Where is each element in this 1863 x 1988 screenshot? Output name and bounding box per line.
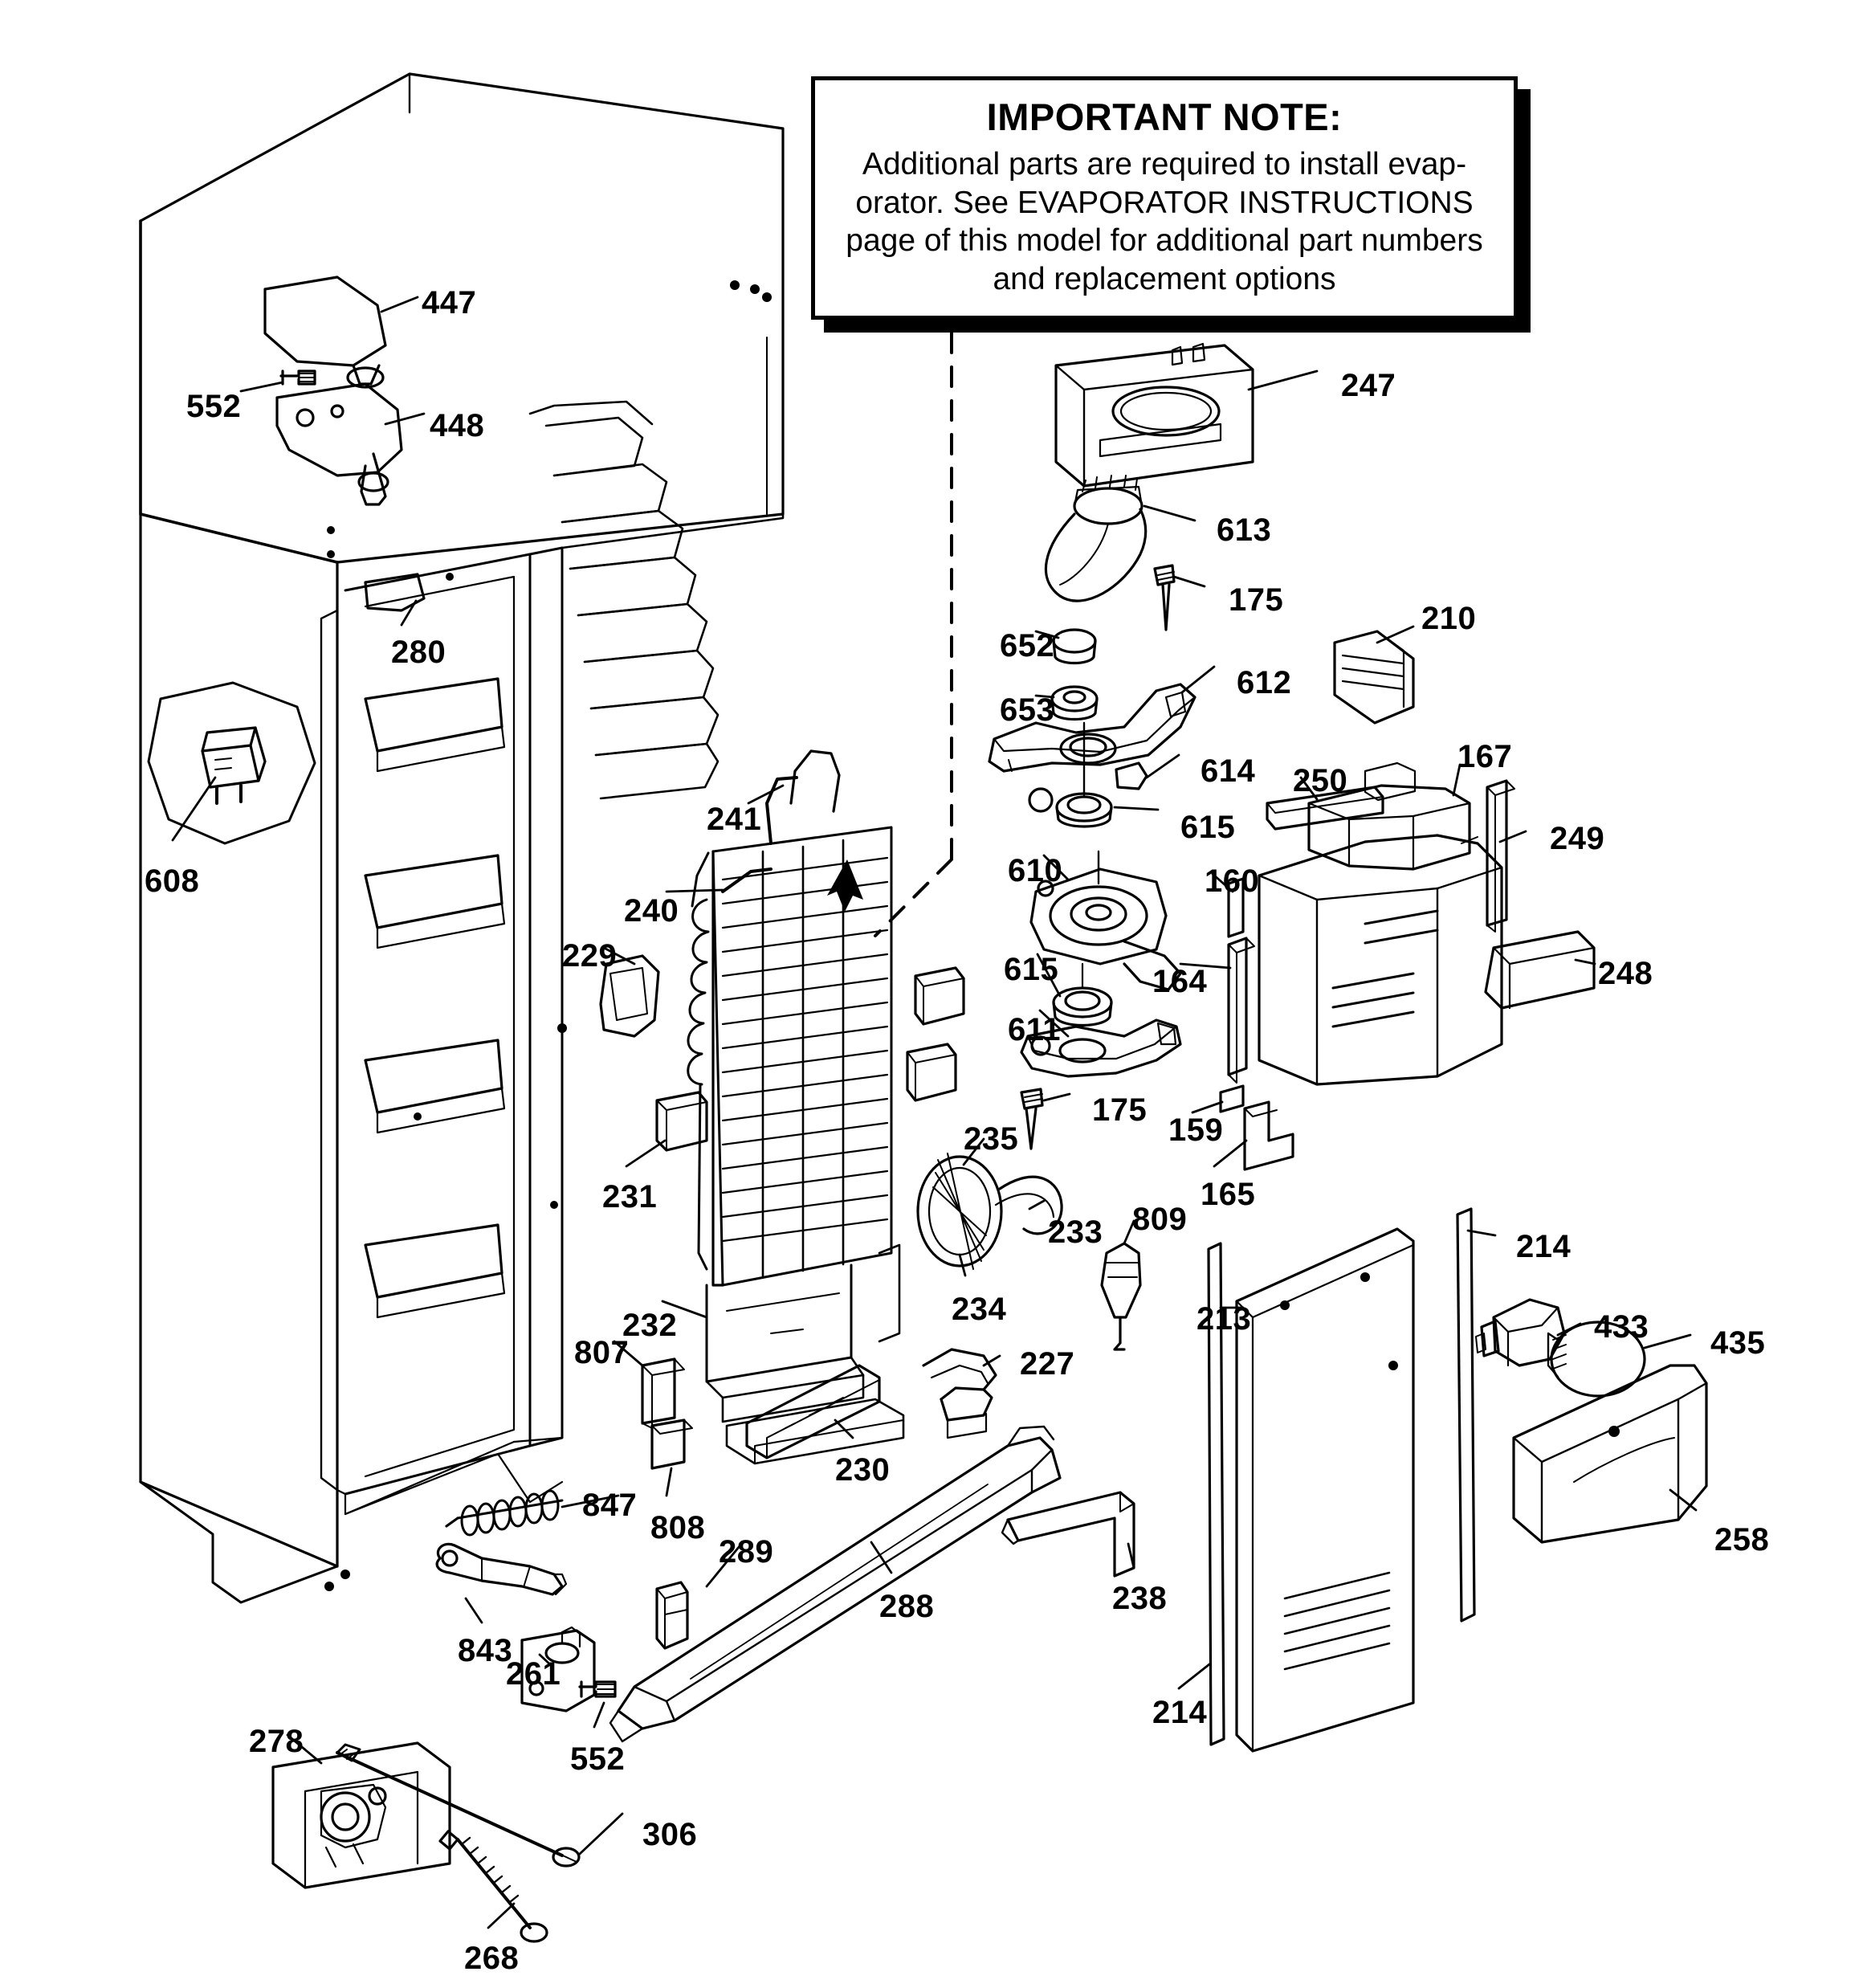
callout-175b: 175 xyxy=(1092,1092,1148,1128)
part-268 xyxy=(440,1831,547,1941)
part-552-top xyxy=(281,371,315,384)
part-613 xyxy=(1046,476,1145,601)
callout-652: 652 xyxy=(1000,628,1055,663)
callout-653: 653 xyxy=(1000,692,1055,728)
part-843 xyxy=(437,1544,566,1594)
callout-233: 233 xyxy=(1048,1214,1103,1250)
callout-214b: 214 xyxy=(1152,1695,1208,1730)
callout-433: 433 xyxy=(1594,1309,1649,1345)
callout-808: 808 xyxy=(650,1510,706,1545)
callout-164: 164 xyxy=(1152,964,1208,999)
callout-614: 614 xyxy=(1201,753,1256,789)
callout-612: 612 xyxy=(1237,665,1292,700)
callout-552a: 552 xyxy=(186,389,242,424)
part-231-b xyxy=(915,968,964,1024)
freezer-liner-ribs xyxy=(530,402,718,798)
callout-231: 231 xyxy=(602,1179,658,1214)
part-306 xyxy=(337,1745,579,1866)
callout-615a: 615 xyxy=(1180,810,1236,845)
part-210 xyxy=(1335,631,1413,723)
callout-807: 807 xyxy=(574,1335,630,1370)
callout-261: 261 xyxy=(506,1656,561,1692)
callout-268: 268 xyxy=(464,1941,520,1976)
part-615-lower xyxy=(1054,964,1111,1026)
part-258-cover xyxy=(1514,1365,1706,1542)
part-809 xyxy=(1102,1243,1140,1349)
callout-234: 234 xyxy=(952,1292,1007,1327)
part-448 xyxy=(277,384,402,504)
part-808 xyxy=(652,1420,692,1468)
callout-167: 167 xyxy=(1457,739,1513,774)
part-289 xyxy=(657,1582,687,1648)
callout-608: 608 xyxy=(145,863,200,899)
callout-213: 213 xyxy=(1196,1301,1252,1337)
callout-248: 248 xyxy=(1598,956,1653,991)
callout-210: 210 xyxy=(1421,601,1477,636)
callout-613: 613 xyxy=(1217,512,1272,548)
part-847-spring xyxy=(446,1491,562,1535)
evaporator-assembly xyxy=(688,751,899,1422)
callout-230: 230 xyxy=(835,1452,891,1488)
callout-247: 247 xyxy=(1341,368,1396,403)
door-shelves xyxy=(365,679,504,1317)
callout-552b: 552 xyxy=(570,1741,626,1777)
callout-240: 240 xyxy=(624,893,679,929)
callout-165: 165 xyxy=(1201,1177,1256,1212)
callout-249: 249 xyxy=(1550,821,1605,856)
part-175-mid xyxy=(1021,1089,1042,1149)
callout-232: 232 xyxy=(622,1308,678,1343)
part-164 xyxy=(1229,938,1254,1083)
callout-227: 227 xyxy=(1020,1346,1075,1382)
part-213-panel xyxy=(1237,1229,1413,1751)
part-552-bottom xyxy=(580,1682,615,1696)
note-line-4: and replacement options xyxy=(993,261,1336,296)
note-line-3: page of this model for additional part numbers xyxy=(846,223,1483,259)
part-608 xyxy=(149,683,315,843)
callout-278: 278 xyxy=(249,1724,304,1759)
callout-448: 448 xyxy=(430,408,485,443)
callout-235: 235 xyxy=(964,1121,1019,1157)
part-238 xyxy=(1002,1492,1134,1576)
part-175-top xyxy=(1155,565,1174,630)
note-line-1: Additional parts are required to install evap- xyxy=(862,147,1467,182)
part-227 xyxy=(923,1349,996,1438)
callout-615b: 615 xyxy=(1004,952,1059,987)
note-line-2: orator. See EVAPORATOR INSTRUCTIONS xyxy=(855,185,1474,220)
part-652 xyxy=(1054,630,1095,663)
part-807 xyxy=(642,1359,684,1428)
callout-159: 159 xyxy=(1168,1112,1224,1148)
callout-809: 809 xyxy=(1132,1202,1188,1237)
callout-611: 611 xyxy=(1008,1012,1062,1047)
callout-250: 250 xyxy=(1293,763,1348,798)
callout-238: 238 xyxy=(1112,1581,1168,1616)
part-159 xyxy=(1221,1086,1243,1112)
callout-160: 160 xyxy=(1205,863,1260,899)
note-body xyxy=(831,145,1498,298)
callout-847: 847 xyxy=(582,1488,638,1523)
callout-610: 610 xyxy=(1008,853,1063,888)
callout-843: 843 xyxy=(458,1633,513,1668)
part-214-strips xyxy=(1209,1209,1474,1745)
note-title: IMPORTANT NOTE: xyxy=(986,96,1343,138)
part-165 xyxy=(1245,1102,1293,1170)
part-247 xyxy=(1056,344,1253,486)
part-167-housing xyxy=(1259,763,1502,1084)
callout-288: 288 xyxy=(879,1589,935,1624)
part-230 xyxy=(747,1365,879,1458)
part-653 xyxy=(1052,687,1097,720)
callout-435: 435 xyxy=(1710,1325,1766,1361)
part-235-234 xyxy=(918,1153,1062,1269)
callout-258: 258 xyxy=(1714,1522,1770,1557)
callout-241: 241 xyxy=(707,802,762,837)
leader-lines xyxy=(173,297,1696,1928)
callout-214a: 214 xyxy=(1516,1229,1572,1264)
part-231-c xyxy=(907,1044,956,1100)
dashed-divider xyxy=(875,333,952,936)
callout-175a: 175 xyxy=(1229,582,1284,618)
part-614 xyxy=(1116,763,1147,789)
callout-306: 306 xyxy=(642,1817,698,1852)
important-note-box xyxy=(811,76,1518,320)
callout-229: 229 xyxy=(562,938,618,974)
callout-289: 289 xyxy=(719,1534,774,1570)
callout-280: 280 xyxy=(391,635,446,670)
callout-447: 447 xyxy=(422,285,477,320)
